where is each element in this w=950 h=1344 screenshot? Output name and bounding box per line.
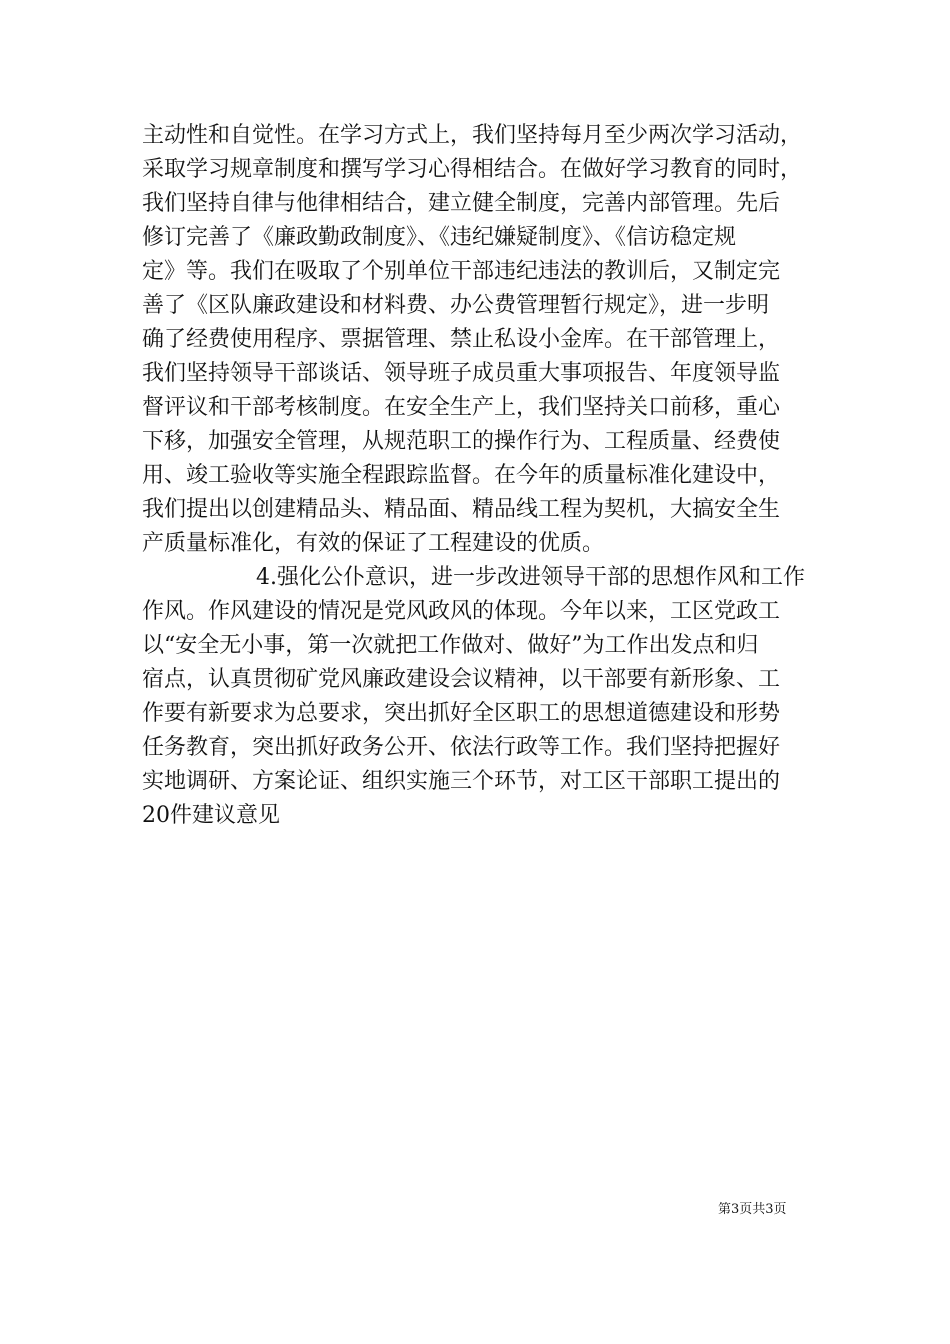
text-line: 用、竣工验收等实施全程跟踪监督。在今年的质量标准化建设中， [142, 463, 781, 488]
text-line: 20件建议意见 [142, 803, 280, 828]
text-line: 作要有新要求为总要求，突出抓好全区职工的思想道德建设和形势 [142, 701, 781, 726]
text-line: 督评议和干部考核制度。在安全生产上，我们坚持关口前移，重心 [142, 395, 781, 420]
text-line: 下移，加强安全管理，从规范职工的操作行为、工程质量、经费使 [142, 429, 781, 454]
text-line: 任务教育，突出抓好政务公开、依法行政等工作。我们坚持把握好 [142, 735, 781, 760]
text-line: 产质量标准化，有效的保证了工程建设的优质。 [142, 531, 605, 556]
text-line: 修订完善了《廉政勤政制度》、《违纪嫌疑制度》、《信访稳定规 [142, 225, 737, 250]
text-line: 我们坚持领导干部谈话、领导班子成员重大事项报告、年度领导监 [142, 361, 781, 386]
text-line: 作风。作风建设的情况是党风政风的体现。今年以来，工区党政工 [142, 599, 781, 624]
text-line: 宿点，认真贯彻矿党风廉政建设会议精神，以干部要有新形象、工 [142, 667, 781, 692]
page-number: 第3页共3页 [718, 1202, 787, 1217]
text-line: 我们坚持自律与他律相结合，建立健全制度，完善内部管理。先后 [142, 191, 781, 216]
text-line: 实地调研、方案论证、组织实施三个环节，对工区干部职工提出的 [142, 769, 781, 794]
text-line: 我们提出以创建精品头、精品面、精品线工程为契机，大搞安全生 [142, 497, 781, 522]
text-line: 采取学习规章制度和撰写学习心得相结合。在做好学习教育的同时， [142, 157, 803, 182]
body-text [142, 119, 842, 833]
text-line: 定》等。我们在吸取了个别单位干部违纪违法的教训后，又制定完 [142, 259, 781, 284]
section-heading-line: 4.强化公仆意识，进一步改进领导干部的思想作风和工作 [256, 565, 805, 590]
text-line: 善了《区队廉政建设和材料费、办公费管理暂行规定》，进一步明 [142, 293, 770, 318]
text-line: 以“安全无小事，第一次就把工作做对、做好”为工作出发点和归 [142, 633, 759, 658]
text-line: 主动性和自觉性。在学习方式上，我们坚持每月至少两次学习活动， [142, 123, 803, 148]
text-line: 确了经费使用程序、票据管理、禁止私设小金库。在干部管理上， [142, 327, 781, 352]
